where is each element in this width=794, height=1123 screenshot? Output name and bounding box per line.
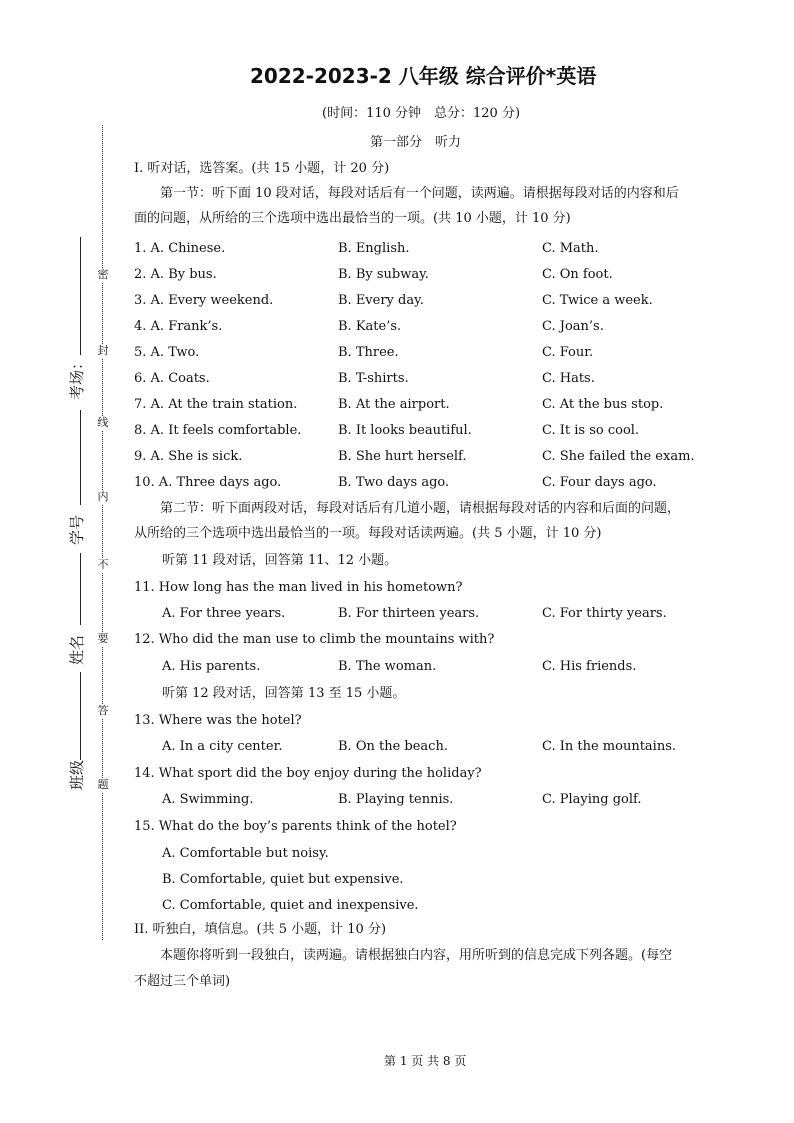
student-id-label: 学号: [68, 514, 86, 545]
option-c: C. Hats.: [542, 371, 595, 386]
exam-time-score: (时间：110 分钟 总分：120 分): [322, 106, 521, 121]
section-2-instructions: 本题你将听到一段独白，读两遍。请根据独白内容，用所听到的信息完成下列各题。(每空: [160, 948, 673, 963]
option-a: A. His parents.: [162, 659, 261, 674]
option-b: B. For thirteen years.: [338, 606, 480, 621]
option-b: B. Comfortable, quiet but expensive.: [162, 872, 404, 887]
option-b: B. Two days ago.: [338, 475, 450, 490]
binding-char: 线: [97, 416, 109, 429]
section-1-heading: I. 听对话，选答案。(共 15 小题，计 20 分): [134, 161, 390, 176]
option-c: C. Math.: [542, 241, 599, 256]
option-b: B. It looks beautiful.: [338, 423, 472, 438]
option-a: 1. A. Chinese.: [134, 241, 226, 256]
option-c: C. Twice a week.: [542, 293, 653, 308]
option-a: 3. A. Every weekend.: [134, 293, 274, 308]
question-14-stem: 14. What sport did the boy enjoy during the holiday?: [134, 766, 482, 781]
option-a: A. In a city center.: [162, 739, 283, 754]
exam-room-label: 考场：: [68, 354, 86, 400]
question-15-stem: 15. What do the boy’s parents think of the hotel?: [134, 819, 457, 834]
section-2-heading: II. 听独白，填信息。(共 5 小题，计 10 分): [134, 922, 387, 937]
option-a: 4. A. Frank’s.: [134, 319, 223, 334]
option-b: B. Three.: [338, 345, 399, 360]
option-a: A. Comfortable but noisy.: [162, 846, 329, 861]
question-12-stem: 12. Who did the man use to climb the mountains with?: [134, 632, 495, 647]
option-c: C. Joan’s.: [542, 319, 604, 334]
option-a: 6. A. Coats.: [134, 371, 210, 386]
section-2-instructions: 不超过三个单词): [134, 974, 231, 989]
option-a: 7. A. At the train station.: [134, 397, 298, 412]
exam-title: 2022-2023-2 八年级 综合评价*英语: [250, 64, 597, 88]
exam-room-blank: [80, 237, 81, 355]
option-c: C. Playing golf.: [542, 792, 642, 807]
binding-char: 要: [97, 632, 109, 645]
class-blank: [80, 672, 81, 760]
option-b: B. At the airport.: [338, 397, 450, 412]
option-b: B. The woman.: [338, 659, 437, 674]
option-b: B. Playing tennis.: [338, 792, 454, 807]
binding-char: 封: [97, 344, 109, 357]
option-a: A. Swimming.: [162, 792, 254, 807]
option-a: 10. A. Three days ago.: [134, 475, 282, 490]
option-c: C. In the mountains.: [542, 739, 677, 754]
name-blank: [80, 553, 81, 625]
option-c: C. Comfortable, quiet and inexpensive.: [162, 898, 419, 913]
part-2-instructions: 从所给的三个选项中选出最恰当的一项。每段对话读两遍。(共 5 小题，计 10 分): [134, 526, 602, 541]
option-c: C. His friends.: [542, 659, 637, 674]
binding-char: 内: [97, 490, 109, 503]
option-b: B. By subway.: [338, 267, 429, 282]
page-number: 第 1 页 共 8 页: [384, 1054, 467, 1068]
option-b: B. Every day.: [338, 293, 424, 308]
dialog-11-note: 听第 11 段对话，回答第 11、12 小题。: [162, 553, 398, 568]
option-a: 5. A. Two.: [134, 345, 200, 360]
option-c: C. Four.: [542, 345, 594, 360]
option-a: A. For three years.: [162, 606, 286, 621]
binding-char: 不: [97, 558, 109, 571]
seal-line: [102, 125, 103, 940]
option-b: B. Kate’s.: [338, 319, 402, 334]
option-b: B. T-shirts.: [338, 371, 409, 386]
option-a: 8. A. It feels comfortable.: [134, 423, 302, 438]
question-13-stem: 13. Where was the hotel?: [134, 713, 302, 728]
part-1-instructions: 面的问题，从所给的三个选项中选出最恰当的一项。(共 10 小题，计 10 分): [134, 211, 571, 226]
option-b: B. English.: [338, 241, 410, 256]
question-11-stem: 11. How long has the man lived in his hometown?: [134, 580, 463, 595]
binding-char: 答: [97, 704, 109, 717]
part-heading: 第一部分 听力: [370, 135, 462, 150]
option-a: 2. A. By bus.: [134, 267, 217, 282]
option-a: 9. A. She is sick.: [134, 449, 243, 464]
part-2-instructions: 第二节：听下面两段对话，每段对话后有几道小题，请根据每段对话的内容和后面的问题，: [160, 501, 681, 516]
option-c: C. On foot.: [542, 267, 613, 282]
class-label: 班级: [68, 759, 86, 790]
option-c: C. She failed the exam.: [542, 449, 695, 464]
option-b: B. On the beach.: [338, 739, 448, 754]
name-label: 姓名: [68, 634, 86, 665]
option-c: C. At the bus stop.: [542, 397, 664, 412]
part-1-instructions: 第一节：听下面 10 段对话，每段对话后有一个问题，读两遍。请根据每段对话的内容和后: [160, 186, 679, 201]
option-c: C. Four days ago.: [542, 475, 657, 490]
dialog-12-note: 听第 12 段对话，回答第 13 至 15 小题。: [162, 686, 406, 701]
student-id-blank: [80, 410, 81, 505]
binding-char: 题: [97, 778, 109, 791]
option-c: C. For thirty years.: [542, 606, 667, 621]
binding-char: 密: [97, 268, 109, 281]
option-b: B. She hurt herself.: [338, 449, 467, 464]
option-c: C. It is so cool.: [542, 423, 640, 438]
